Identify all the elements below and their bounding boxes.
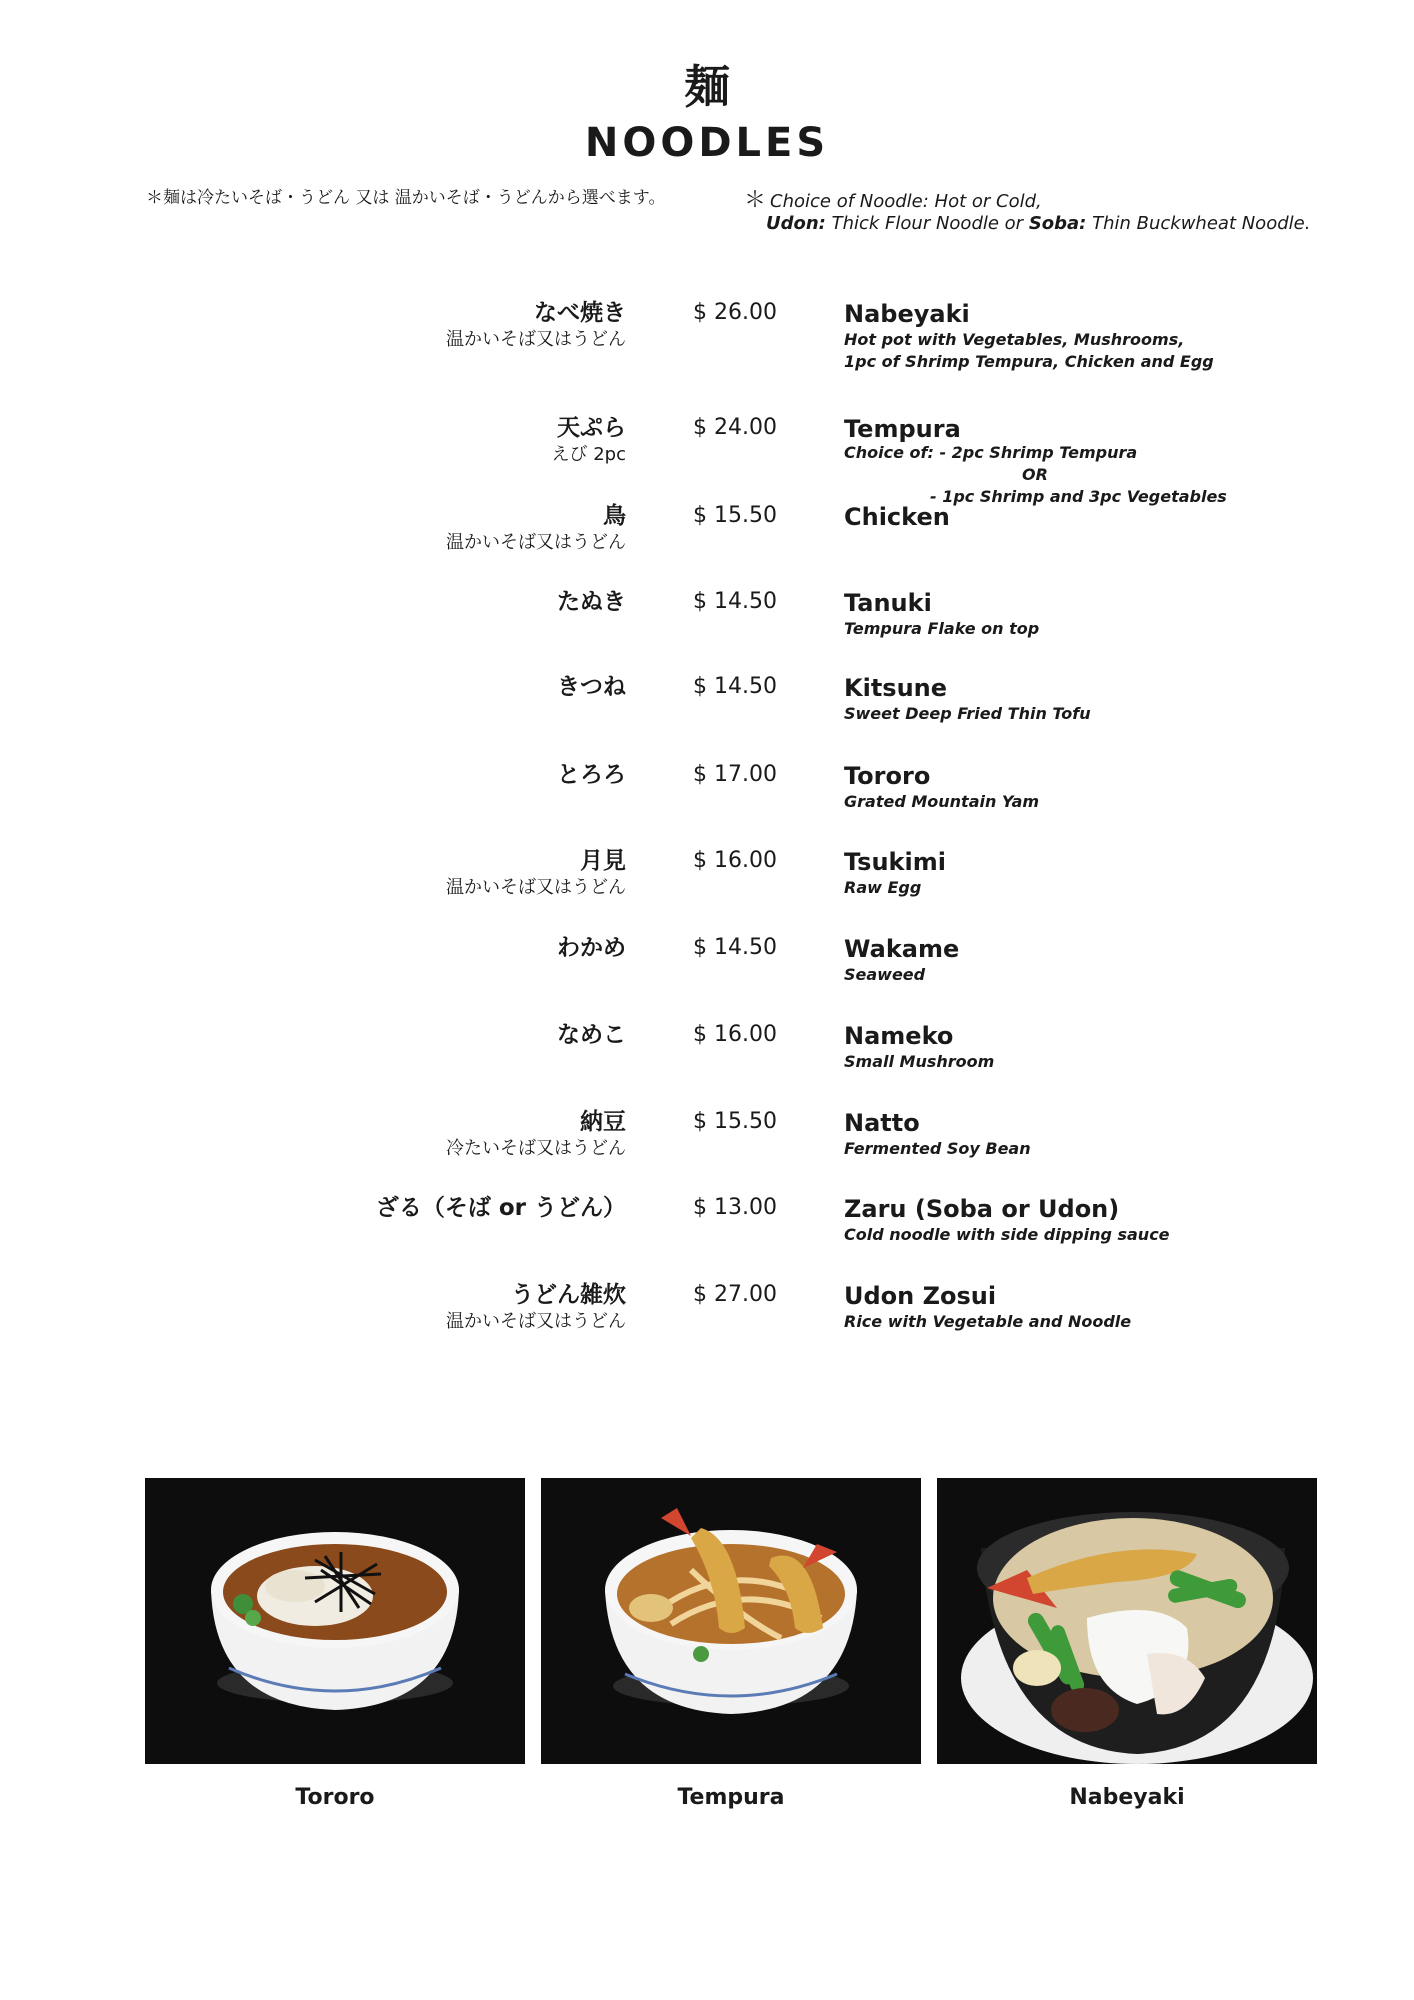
item-name-jp: うどん雑炊 (511, 1282, 626, 1308)
item-name-jp: ざる（そば or うどん） (375, 1195, 626, 1221)
menu-item (0, 588, 1414, 668)
page-title: NOODLES (584, 120, 830, 166)
menu-item (0, 1194, 1414, 1274)
item-description: Small Mushroom (844, 1052, 995, 1071)
nabeyaki-photo (937, 1478, 1317, 1764)
item-name-en: Natto (844, 1109, 920, 1137)
tempura-option-1: Choice of: - 2pc Shrimp Tempura (844, 443, 1138, 462)
asterisk-icon: ＊ (744, 188, 767, 213)
menu-item (0, 299, 1414, 379)
menu-item (0, 1108, 1414, 1188)
item-name-en: Tororo (844, 762, 931, 790)
menu-item (0, 1281, 1414, 1361)
note-en-line1 (744, 190, 1310, 213)
item-price: $ 14.50 (693, 674, 777, 699)
note-en-line1-text: Choice of Noodle: Hot or Cold, (770, 191, 1042, 212)
item-name-jp: 納豆 (580, 1109, 626, 1135)
udon-text: Thick Flour Noodle or (825, 213, 1029, 234)
item-description: Tempura Flake on top (844, 619, 1040, 638)
item-note-jp: 冷たいそば又はうどん (446, 1138, 626, 1159)
tempura-or: OR (1022, 465, 1048, 484)
item-description: Cold noodle with side dipping sauce (844, 1225, 1170, 1244)
item-price: $ 13.00 (693, 1195, 777, 1220)
item-price: $ 14.50 (693, 589, 777, 614)
item-description: Fermented Soy Bean (844, 1139, 1031, 1158)
menu-item (0, 761, 1414, 841)
noodle-note-japanese: ＊麺は冷たいそば・うどん 又は 温かいそば・うどんから選べます。 (146, 188, 666, 208)
item-name-en: Tempura (844, 415, 961, 443)
menu-item (0, 502, 1414, 582)
item-name-en: Udon Zosui (844, 1282, 997, 1310)
item-price: $ 24.00 (693, 415, 777, 440)
desc-line: 1pc of Shrimp Tempura, Chicken and Egg (844, 352, 1214, 371)
tempura-option-2: - 1pc Shrimp and 3pc Vegetables (930, 487, 1227, 506)
menu-item (0, 847, 1414, 927)
item-note-jp: 温かいそば又はうどん (446, 877, 626, 898)
item-note-jp: 温かいそば又はうどん (446, 329, 626, 350)
item-description: Seaweed (844, 965, 926, 984)
item-price: $ 14.50 (693, 935, 777, 960)
item-name-jp: なべ焼き (534, 300, 626, 326)
photo-caption: Tempura (677, 1785, 785, 1810)
item-description: Grated Mountain Yam (844, 792, 1040, 811)
item-name-jp: わかめ (557, 935, 626, 961)
item-name-jp: なめこ (557, 1022, 626, 1048)
item-name-en: Nabeyaki (844, 300, 970, 328)
item-name-en: Tsukimi (844, 848, 946, 876)
photo-caption: Tororo (295, 1785, 375, 1810)
menu-item (0, 1021, 1414, 1101)
item-name-en: Tanuki (844, 589, 932, 617)
item-description: Raw Egg (844, 878, 922, 897)
soba-label: Soba: (1028, 213, 1087, 234)
item-note-jp: 温かいそば又はうどん (446, 1311, 626, 1332)
photo-caption: Nabeyaki (1069, 1785, 1185, 1810)
note-en-line2 (744, 213, 1310, 235)
soba-text: Thin Buckwheat Noodle. (1086, 213, 1311, 234)
item-price: $ 17.00 (693, 762, 777, 787)
item-price: $ 16.00 (693, 848, 777, 873)
udon-label: Udon: (766, 213, 826, 234)
desc-line: Hot pot with Vegetables, Mushrooms, (844, 330, 1185, 349)
item-name-en: Nameko (844, 1022, 954, 1050)
menu-item (0, 673, 1414, 753)
item-price: $ 27.00 (693, 1282, 777, 1307)
menu-item (0, 934, 1414, 1014)
item-description: Rice with Vegetable and Noodle (844, 1312, 1132, 1331)
item-name-en: Kitsune (844, 674, 948, 702)
item-name-jp: 鳥 (603, 503, 626, 529)
item-name-jp: 月見 (580, 848, 626, 874)
item-note-jp: 温かいそば又はうどん (446, 532, 626, 553)
item-name-en: Chicken (844, 503, 950, 531)
item-price: $ 16.00 (693, 1022, 777, 1047)
tempura-photo (541, 1478, 921, 1764)
item-description (844, 329, 1214, 373)
tororo-photo (145, 1478, 525, 1764)
item-price: $ 15.50 (693, 1109, 777, 1134)
item-description: Sweet Deep Fried Thin Tofu (844, 704, 1091, 723)
item-name-jp: 天ぷら (557, 415, 626, 441)
item-name-jp: とろろ (557, 762, 626, 788)
item-name-jp: たぬき (557, 589, 626, 615)
item-price: $ 26.00 (693, 300, 777, 325)
item-name-en: Zaru (Soba or Udon) (844, 1195, 1120, 1223)
kanji-title: 麺 (684, 60, 730, 114)
item-price: $ 15.50 (693, 503, 777, 528)
item-name-en: Wakame (844, 935, 960, 963)
noodle-note-english (744, 190, 1310, 235)
tempura-options (844, 442, 1227, 508)
item-note-jp: えび 2pc (551, 444, 626, 465)
item-name-jp: きつね (557, 674, 626, 700)
